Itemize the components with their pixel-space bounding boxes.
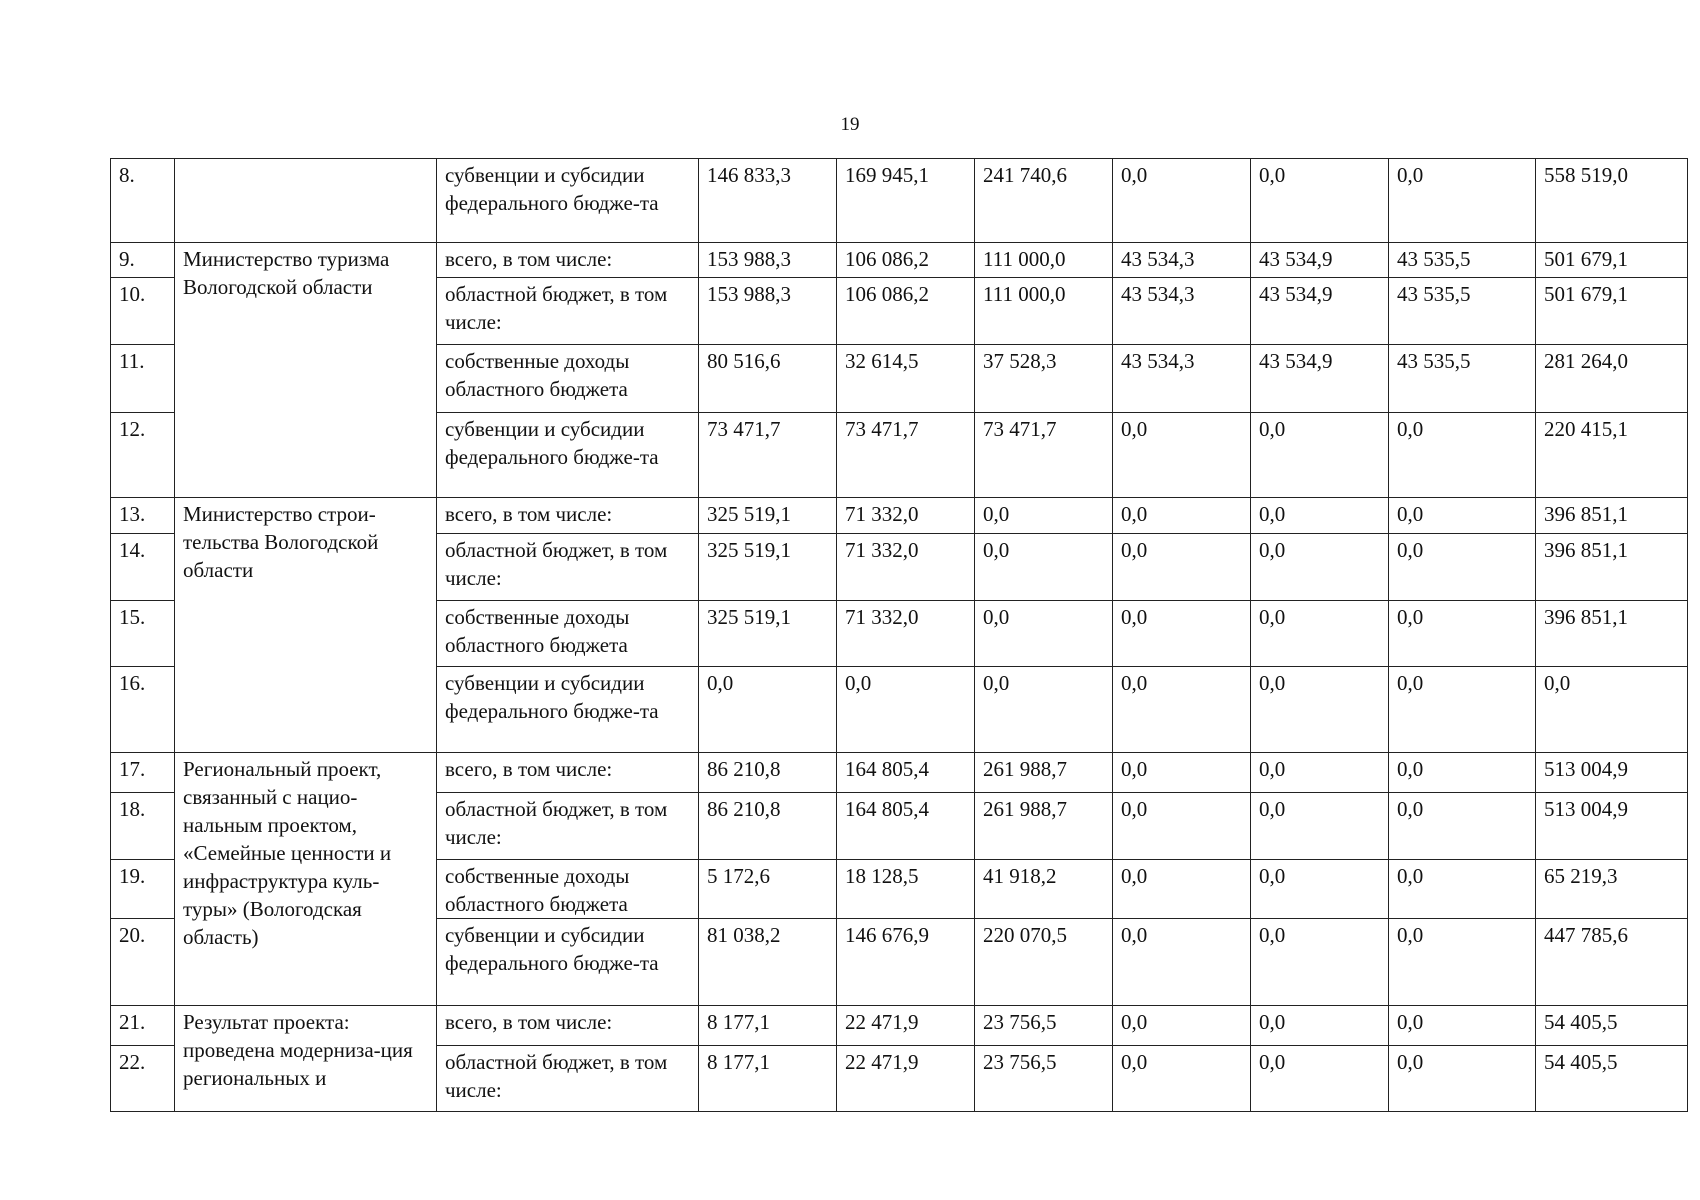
value-cell: 0,0 — [1113, 860, 1251, 919]
value-cell: 81 038,2 — [699, 919, 837, 1006]
value-cell: 0,0 — [1251, 667, 1389, 753]
table-row — [111, 498, 1688, 534]
value-cell: 0,0 — [1389, 753, 1536, 793]
value-cell: 0,0 — [1113, 159, 1251, 243]
total-cell: 54 405,5 — [1536, 1006, 1688, 1046]
table-row — [111, 753, 1688, 793]
funding-source: областной бюджет, в том числе: — [437, 793, 699, 860]
organization-cell: Министерство строи-тельства Вологодской области — [175, 498, 437, 753]
value-cell: 0,0 — [1389, 860, 1536, 919]
funding-source: всего, в том числе: — [437, 753, 699, 793]
table-row — [111, 1006, 1688, 1046]
value-cell: 0,0 — [1251, 1046, 1389, 1112]
total-cell: 396 851,1 — [1536, 498, 1688, 534]
organization-cell: Министерство туризма Вологодской области — [175, 243, 437, 498]
value-cell: 23 756,5 — [975, 1006, 1113, 1046]
row-number: 17. — [111, 753, 175, 793]
value-cell: 0,0 — [1113, 919, 1251, 1006]
total-cell: 0,0 — [1536, 667, 1688, 753]
value-cell: 241 740,6 — [975, 159, 1113, 243]
value-cell: 80 516,6 — [699, 345, 837, 413]
value-cell: 43 535,5 — [1389, 243, 1536, 278]
organization-cell: Результат проекта: проведена модерниза-ция региональных и — [175, 1006, 437, 1112]
value-cell: 0,0 — [1251, 793, 1389, 860]
value-cell: 0,0 — [1113, 753, 1251, 793]
value-cell: 8 177,1 — [699, 1006, 837, 1046]
value-cell: 0,0 — [1113, 413, 1251, 498]
value-cell: 73 471,7 — [975, 413, 1113, 498]
value-cell: 0,0 — [1251, 534, 1389, 601]
funding-source: всего, в том числе: — [437, 243, 699, 278]
total-cell: 281 264,0 — [1536, 345, 1688, 413]
table-row — [111, 243, 1688, 278]
value-cell: 22 471,9 — [837, 1006, 975, 1046]
organization-cell — [175, 159, 437, 243]
row-number: 21. — [111, 1006, 175, 1046]
value-cell: 43 534,3 — [1113, 278, 1251, 345]
value-cell: 0,0 — [837, 667, 975, 753]
value-cell: 43 534,3 — [1113, 345, 1251, 413]
value-cell: 43 534,9 — [1251, 345, 1389, 413]
value-cell: 0,0 — [1113, 667, 1251, 753]
value-cell: 22 471,9 — [837, 1046, 975, 1112]
value-cell: 153 988,3 — [699, 278, 837, 345]
total-cell: 65 219,3 — [1536, 860, 1688, 919]
value-cell: 5 172,6 — [699, 860, 837, 919]
value-cell: 0,0 — [1389, 1046, 1536, 1112]
total-cell: 513 004,9 — [1536, 753, 1688, 793]
value-cell: 0,0 — [1389, 413, 1536, 498]
value-cell: 0,0 — [1251, 1006, 1389, 1046]
value-cell: 0,0 — [1113, 601, 1251, 667]
value-cell: 0,0 — [1251, 498, 1389, 534]
value-cell: 0,0 — [699, 667, 837, 753]
value-cell: 73 471,7 — [837, 413, 975, 498]
row-number: 11. — [111, 345, 175, 413]
value-cell: 0,0 — [1251, 159, 1389, 243]
value-cell: 111 000,0 — [975, 243, 1113, 278]
total-cell: 396 851,1 — [1536, 534, 1688, 601]
value-cell: 325 519,1 — [699, 498, 837, 534]
funding-source: субвенции и субсидии федерального бюдже-та — [437, 667, 699, 753]
value-cell: 0,0 — [1389, 667, 1536, 753]
funding-source: субвенции и субсидии федерального бюдже-та — [437, 919, 699, 1006]
organization-cell: Региональный проект, связанный с нацио-нальным проектом, «Семейные ценности и инфраструктура куль-туры» (Вологодская область) — [175, 753, 437, 1006]
value-cell: 32 614,5 — [837, 345, 975, 413]
funding-source: субвенции и субсидии федерального бюдже-та — [437, 159, 699, 243]
value-cell: 0,0 — [1113, 793, 1251, 860]
row-number: 15. — [111, 601, 175, 667]
funding-source: субвенции и субсидии федерального бюдже-та — [437, 413, 699, 498]
value-cell: 71 332,0 — [837, 498, 975, 534]
value-cell: 0,0 — [1389, 1006, 1536, 1046]
total-cell: 447 785,6 — [1536, 919, 1688, 1006]
value-cell: 164 805,4 — [837, 753, 975, 793]
row-number: 18. — [111, 793, 175, 860]
value-cell: 0,0 — [1389, 601, 1536, 667]
total-cell: 558 519,0 — [1536, 159, 1688, 243]
value-cell: 0,0 — [1389, 498, 1536, 534]
total-cell: 54 405,5 — [1536, 1046, 1688, 1112]
funding-source: областной бюджет, в том числе: — [437, 534, 699, 601]
value-cell: 0,0 — [1389, 793, 1536, 860]
budget-table — [110, 158, 1688, 1112]
value-cell: 0,0 — [1389, 534, 1536, 601]
value-cell: 0,0 — [1389, 919, 1536, 1006]
row-number: 12. — [111, 413, 175, 498]
value-cell: 0,0 — [1389, 159, 1536, 243]
row-number: 9. — [111, 243, 175, 278]
row-number: 19. — [111, 860, 175, 919]
total-cell: 513 004,9 — [1536, 793, 1688, 860]
row-number: 14. — [111, 534, 175, 601]
value-cell: 0,0 — [1113, 1006, 1251, 1046]
funding-source: собственные доходы областного бюджета — [437, 601, 699, 667]
value-cell: 146 676,9 — [837, 919, 975, 1006]
value-cell: 41 918,2 — [975, 860, 1113, 919]
funding-source: всего, в том числе: — [437, 498, 699, 534]
value-cell: 18 128,5 — [837, 860, 975, 919]
page-number: 19 — [840, 114, 860, 135]
value-cell: 43 534,3 — [1113, 243, 1251, 278]
funding-source: собственные доходы областного бюджета — [437, 345, 699, 413]
value-cell: 0,0 — [1113, 1046, 1251, 1112]
value-cell: 0,0 — [1251, 413, 1389, 498]
value-cell: 43 535,5 — [1389, 278, 1536, 345]
value-cell: 0,0 — [1251, 601, 1389, 667]
total-cell: 220 415,1 — [1536, 413, 1688, 498]
row-number: 16. — [111, 667, 175, 753]
value-cell: 73 471,7 — [699, 413, 837, 498]
value-cell: 23 756,5 — [975, 1046, 1113, 1112]
value-cell: 86 210,8 — [699, 793, 837, 860]
value-cell: 0,0 — [1113, 534, 1251, 601]
value-cell: 71 332,0 — [837, 601, 975, 667]
value-cell: 0,0 — [1251, 860, 1389, 919]
total-cell: 501 679,1 — [1536, 278, 1688, 345]
value-cell: 86 210,8 — [699, 753, 837, 793]
value-cell: 71 332,0 — [837, 534, 975, 601]
value-cell: 43 535,5 — [1389, 345, 1536, 413]
value-cell: 261 988,7 — [975, 753, 1113, 793]
value-cell: 37 528,3 — [975, 345, 1113, 413]
row-number: 8. — [111, 159, 175, 243]
value-cell: 106 086,2 — [837, 243, 975, 278]
value-cell: 261 988,7 — [975, 793, 1113, 860]
value-cell: 0,0 — [975, 601, 1113, 667]
value-cell: 169 945,1 — [837, 159, 975, 243]
value-cell: 0,0 — [1113, 498, 1251, 534]
value-cell: 0,0 — [975, 534, 1113, 601]
funding-source: собственные доходы областного бюджета — [437, 860, 699, 919]
value-cell: 153 988,3 — [699, 243, 837, 278]
value-cell: 43 534,9 — [1251, 278, 1389, 345]
row-number: 10. — [111, 278, 175, 345]
value-cell: 43 534,9 — [1251, 243, 1389, 278]
value-cell: 106 086,2 — [837, 278, 975, 345]
row-number: 20. — [111, 919, 175, 1006]
table-row — [111, 159, 1688, 243]
funding-source: областной бюджет, в том числе: — [437, 1046, 699, 1112]
total-cell: 396 851,1 — [1536, 601, 1688, 667]
value-cell: 164 805,4 — [837, 793, 975, 860]
funding-source: областной бюджет, в том числе: — [437, 278, 699, 345]
value-cell: 220 070,5 — [975, 919, 1113, 1006]
funding-source: всего, в том числе: — [437, 1006, 699, 1046]
value-cell: 325 519,1 — [699, 534, 837, 601]
total-cell: 501 679,1 — [1536, 243, 1688, 278]
row-number: 13. — [111, 498, 175, 534]
value-cell: 0,0 — [975, 498, 1113, 534]
value-cell: 325 519,1 — [699, 601, 837, 667]
value-cell: 8 177,1 — [699, 1046, 837, 1112]
value-cell: 111 000,0 — [975, 278, 1113, 345]
row-number: 22. — [111, 1046, 175, 1112]
value-cell: 0,0 — [975, 667, 1113, 753]
value-cell: 0,0 — [1251, 753, 1389, 793]
value-cell: 0,0 — [1251, 919, 1389, 1006]
value-cell: 146 833,3 — [699, 159, 837, 243]
